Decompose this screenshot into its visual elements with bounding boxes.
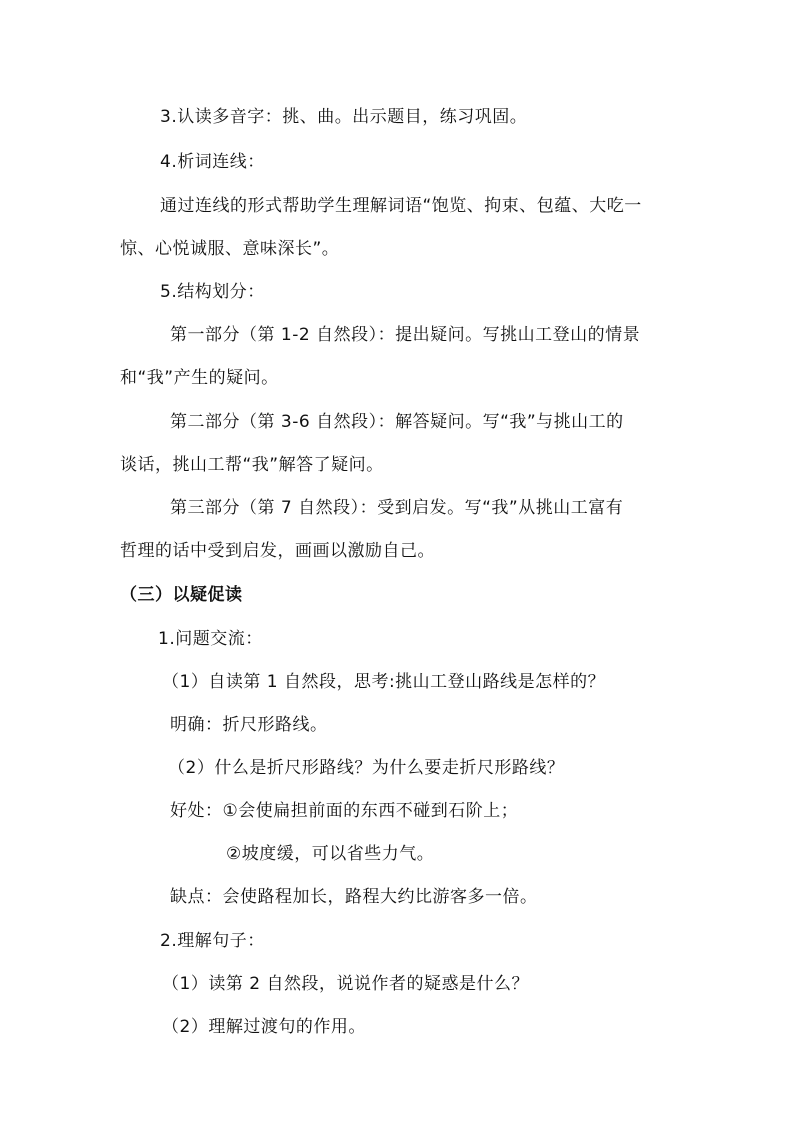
section-label: 5.结构划分： [160, 282, 265, 302]
answer-line: 缺点：会使路程加长，路程大约比游客多一倍。 [170, 887, 538, 907]
paragraph-line: 哲理的话中受到启发，画画以激励自己。 [120, 541, 435, 561]
paragraph-line: 惊、心悦诚服、意味深长”。 [120, 239, 340, 259]
answer-line: 明确：折尺形路线。 [170, 715, 328, 735]
paragraph-line: 3.认读多音字：挑、曲。出示题目，练习巩固。 [160, 107, 528, 127]
section-label: 4.析词连线： [160, 152, 265, 172]
section-heading: （三）以疑促读 [120, 585, 243, 605]
section-label: 2.理解句子： [160, 931, 265, 951]
answer-line: 好处：①会使扁担前面的东西不碰到石阶上； [170, 801, 519, 821]
paragraph-line: 谈话，挑山工帮“我”解答了疑问。 [120, 455, 384, 475]
paragraph-line: 和“我”产生的疑问。 [120, 368, 279, 388]
paragraph-line: 第一部分（第 1-2 自然段）：提出疑问。写挑山工登山的情景 [170, 325, 641, 345]
paragraph-line: 第二部分（第 3-6 自然段）：解答疑问。写“我”与挑山工的 [170, 412, 624, 432]
answer-line: ②坡度缓，可以省些力气。 [226, 844, 435, 864]
paragraph-line: 第三部分（第 7 自然段）：受到启发。写“我”从挑山工富有 [170, 498, 624, 518]
question-line: （2）什么是折尺形路线？为什么要走折尺形路线？ [168, 758, 565, 778]
question-line: （2）理解过渡句的作用。 [162, 1017, 366, 1037]
paragraph-line: 通过连线的形式帮助学生理解词语“饱览、拘束、包蕴、大吃一 [160, 196, 642, 216]
section-label: 1.问题交流： [158, 629, 263, 649]
question-line: （1）读第 2 自然段，说说作者的疑惑是什么？ [162, 974, 529, 994]
question-line: （1）自读第 1 自然段，思考:挑山工登山路线是怎样的？ [162, 672, 606, 692]
